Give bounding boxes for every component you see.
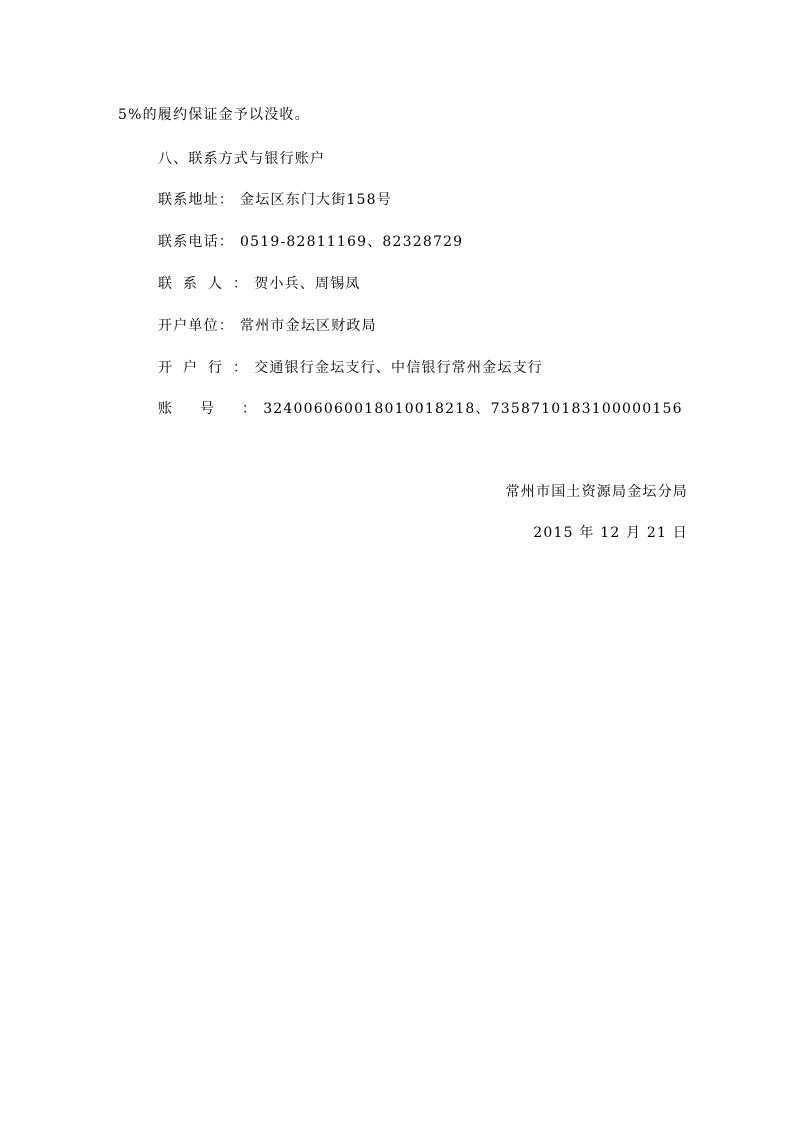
continuation-text: 5%的履约保证金予以没收。 <box>118 107 310 123</box>
colon: ： <box>218 192 235 208</box>
bank-label: 开户行 <box>158 360 233 376</box>
colon: ： <box>242 401 258 417</box>
colon: ： <box>233 360 249 376</box>
contact-phone-label: 联系电话 <box>158 234 219 250</box>
bank-value: 交通银行金坛支行、中信银行常州金坛支行 <box>254 360 544 376</box>
colon: ： <box>218 234 235 250</box>
contact-person-value: 贺小兵、周锡凤 <box>254 276 361 292</box>
section-heading: 八、联系方式与银行账户 <box>158 151 326 167</box>
account-number-value: 324006060018010018218、7358710183100000156 <box>263 401 683 417</box>
contact-person-row <box>158 275 361 293</box>
signature-date: 2015 年 12 月 21 日 <box>533 525 688 541</box>
bank-row <box>158 359 543 377</box>
account-number-row <box>158 400 683 418</box>
contact-phone-value: 0519-82811169、82328729 <box>240 234 464 250</box>
account-number-label: 账号 <box>158 401 242 417</box>
contact-person-label: 联系人 <box>158 276 233 292</box>
colon: ： <box>233 276 249 292</box>
contact-phone-row <box>158 233 463 251</box>
contact-address-value: 金坛区东门大街158号 <box>240 192 392 208</box>
account-holder-label: 开户单位 <box>158 318 219 334</box>
colon: ： <box>218 318 235 334</box>
account-holder-value: 常州市金坛区财政局 <box>240 318 377 334</box>
contact-address-row <box>158 191 392 209</box>
contact-address-label: 联系地址 <box>158 192 219 208</box>
signature-organization: 常州市国土资源局金坛分局 <box>505 484 688 500</box>
account-holder-row <box>158 317 377 335</box>
